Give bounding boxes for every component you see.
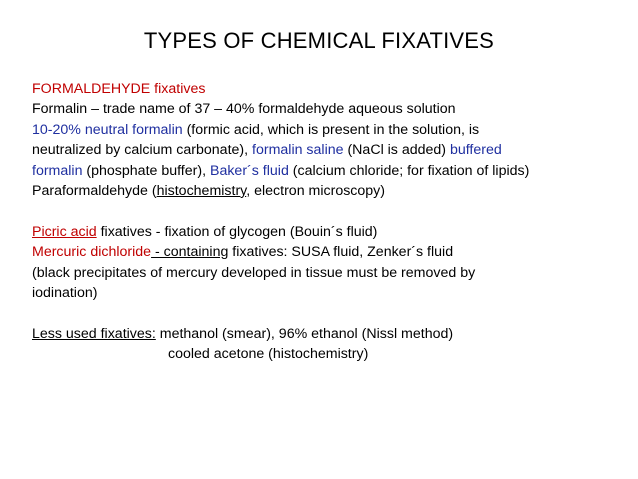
slide-body	[32, 79, 632, 364]
mercuric-note-line-1: (black precipitates of mercury developed in tissue must be removed by	[32, 264, 476, 281]
spacer	[32, 201, 632, 221]
bakers-fluid-term: Baker´s fluid	[209, 162, 289, 179]
formaldehyde-line-3	[32, 120, 632, 140]
formaldehyde-line-4-text-a: neutralized by calcium carbonate),	[32, 142, 253, 159]
less-used-line-1	[32, 324, 632, 344]
less-used-label: Less used fixatives:	[32, 325, 156, 342]
paraformaldehyde-text-b: , electron microscopy)	[246, 182, 385, 199]
buffered-term: buffered	[449, 142, 502, 159]
mercuric-note-line-2: iodination)	[32, 284, 98, 301]
mercuric-text-a: - containing	[151, 244, 229, 261]
slide-title: TYPES OF CHEMICAL FIXATIVES	[143, 28, 495, 53]
paraformaldehyde-text-a: Paraformaldehyde (	[32, 182, 157, 199]
formaldehyde-line-3-text: (formic acid, which is present in the solution, is	[182, 121, 480, 138]
formalin-saline-term: formalin saline	[252, 142, 344, 159]
picric-acid-text: fixatives - fixation of glycogen (Bouin´s fluid)	[96, 223, 378, 240]
mercuric-line	[32, 242, 632, 262]
mercuric-text-b: fixatives: SUSA fluid, Zenker´s fluid	[228, 244, 454, 261]
formaldehyde-line-4-text-b: (NaCl is added)	[343, 142, 450, 159]
picric-acid-term: Picric acid	[32, 223, 97, 240]
formaldehyde-line-5-text-a: (phosphate buffer),	[82, 162, 210, 179]
paraformaldehyde-line	[32, 181, 632, 201]
picric-acid-line	[32, 222, 632, 242]
less-used-text-2: cooled acetone (histochemistry)	[168, 346, 369, 363]
formaldehyde-line-4	[32, 140, 632, 160]
formalin-definition: Formalin – trade name of 37 – 40% formaldehyde aqueous solution	[32, 101, 456, 118]
mercuric-dichloride-term: Mercuric dichloride	[32, 244, 152, 261]
formaldehyde-line-5	[32, 161, 632, 181]
spacer	[32, 303, 632, 323]
less-used-line-2	[32, 344, 632, 364]
formaldehyde-line-5-text-b: (calcium chloride; for fixation of lipids)	[288, 162, 530, 179]
formaldehyde-heading: FORMALDEHYDE fixatives	[32, 81, 206, 97]
buffered-formalin-term: formalin	[32, 162, 83, 179]
histochemistry-term: histochemistry	[156, 182, 247, 199]
neutral-formalin-term: 10-20% neutral formalin	[32, 121, 183, 138]
less-used-text-1: methanol (smear), 96% ethanol (Nissl method)	[155, 325, 454, 342]
